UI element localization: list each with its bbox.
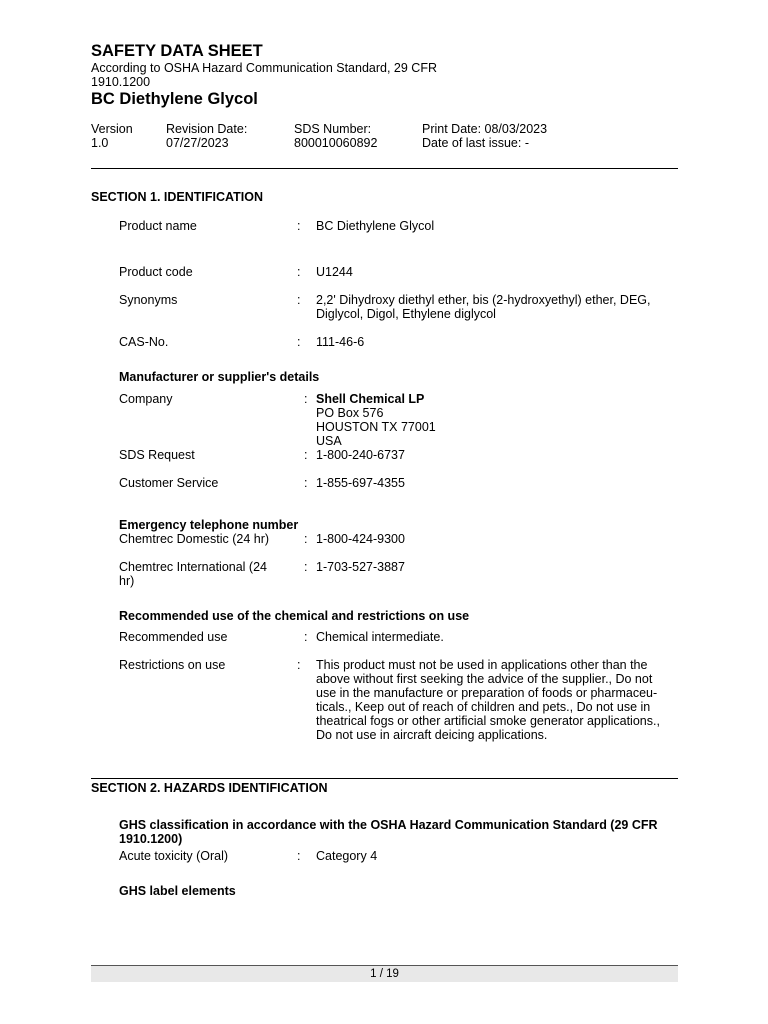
customer-service-label: Customer Service [119, 476, 219, 490]
colon: : [304, 630, 308, 644]
product-name-value: BC Diethylene Glycol [316, 219, 435, 233]
company-label: Company [119, 392, 173, 406]
restrictions-line-6: Do not use in aircraft deicing applications. [316, 728, 548, 742]
section-2-divider [91, 778, 678, 779]
chemtrec-international-label-line-2: hr) [119, 574, 135, 588]
sds-request-value: 1-800-240-6737 [316, 448, 405, 462]
recommended-use-heading: Recommended use of the chemical and restrictions on use [119, 609, 470, 623]
standard-line-2: 1910.1200 [91, 75, 151, 89]
sds-number-value: 800010060892 [294, 136, 378, 150]
revision-date-label: Revision Date: [166, 122, 248, 136]
header-divider [91, 168, 678, 169]
restrictions-line-1: This product must not be used in applications other than the [316, 658, 648, 672]
print-date: Print Date: 08/03/2023 [422, 122, 548, 136]
colon: : [297, 293, 301, 307]
chemtrec-domestic-value: 1-800-424-9300 [316, 532, 405, 546]
company-address-line-3: USA [316, 434, 342, 448]
colon: : [297, 658, 301, 672]
sds-request-label: SDS Request [119, 448, 195, 462]
ghs-classification-heading-line-2: 1910.1200) [119, 832, 183, 846]
sds-number-label: SDS Number: [294, 122, 372, 136]
chemtrec-international-label-line-1: Chemtrec International (24 [119, 560, 267, 574]
version-value: 1.0 [91, 136, 109, 150]
section-2-title: SECTION 2. HAZARDS IDENTIFICATION [91, 781, 328, 795]
synonyms-line-1: 2,2' Dihydroxy diethyl ether, bis (2-hydroxyethyl) ether, DEG, [316, 293, 651, 307]
revision-date-value: 07/27/2023 [166, 136, 229, 150]
recommended-use-label: Recommended use [119, 630, 228, 644]
cas-number-value: 111-46-6 [316, 335, 365, 349]
colon: : [297, 335, 301, 349]
company-address-line-2: HOUSTON TX 77001 [316, 420, 436, 434]
restrictions-line-5: theatrical fogs or other artificial smoke generator applications., [316, 714, 660, 728]
colon: : [304, 392, 308, 406]
document-type-title: SAFETY DATA SHEET [91, 42, 263, 60]
last-issue-date: Date of last issue: - [422, 136, 529, 150]
restrictions-line-2: above without first seeking the advice of the supplier., Do not [316, 672, 653, 686]
version-label: Version [91, 122, 133, 136]
acute-toxicity-label: Acute toxicity (Oral) [119, 849, 229, 863]
company-name: Shell Chemical LP [316, 392, 425, 406]
synonyms-label: Synonyms [119, 293, 178, 307]
product-title: BC Diethylene Glycol [91, 90, 258, 108]
section-1-title: SECTION 1. IDENTIFICATION [91, 190, 263, 204]
product-code-value: U1244 [316, 265, 353, 279]
recommended-use-value: Chemical intermediate. [316, 630, 444, 644]
restrictions-label: Restrictions on use [119, 658, 226, 672]
page-number: 1 / 19 [370, 968, 399, 980]
chemtrec-international-value: 1-703-527-3887 [316, 560, 405, 574]
colon: : [297, 849, 301, 863]
synonyms-line-2: Diglycol, Digol, Ethylene diglycol [316, 307, 496, 321]
cas-number-label: CAS-No. [119, 335, 169, 349]
product-name-label: Product name [119, 219, 197, 233]
manufacturer-heading: Manufacturer or supplier's details [119, 370, 320, 384]
chemtrec-domestic-label: Chemtrec Domestic (24 hr) [119, 532, 270, 546]
colon: : [304, 532, 308, 546]
emergency-heading: Emergency telephone number [119, 518, 299, 532]
page-footer [91, 965, 678, 982]
colon: : [304, 476, 308, 490]
ghs-label-elements-heading: GHS label elements [119, 884, 236, 898]
ghs-classification-heading-line-1: GHS classification in accordance with the OSHA Hazard Communication Standard (29 CFR [119, 818, 658, 832]
colon: : [297, 219, 301, 233]
product-code-label: Product code [119, 265, 193, 279]
standard-line-1: According to OSHA Hazard Communication Standard, 29 CFR [91, 61, 437, 75]
acute-toxicity-value: Category 4 [316, 849, 378, 863]
restrictions-line-3: use in the manufacture or preparation of foods or pharmaceu- [316, 686, 658, 700]
company-address-line-1: PO Box 576 [316, 406, 384, 420]
colon: : [297, 265, 301, 279]
colon: : [304, 560, 308, 574]
colon: : [304, 448, 308, 462]
restrictions-line-4: ticals., Keep out of reach of children and pets., Do not use in [316, 700, 651, 714]
customer-service-value: 1-855-697-4355 [316, 476, 405, 490]
